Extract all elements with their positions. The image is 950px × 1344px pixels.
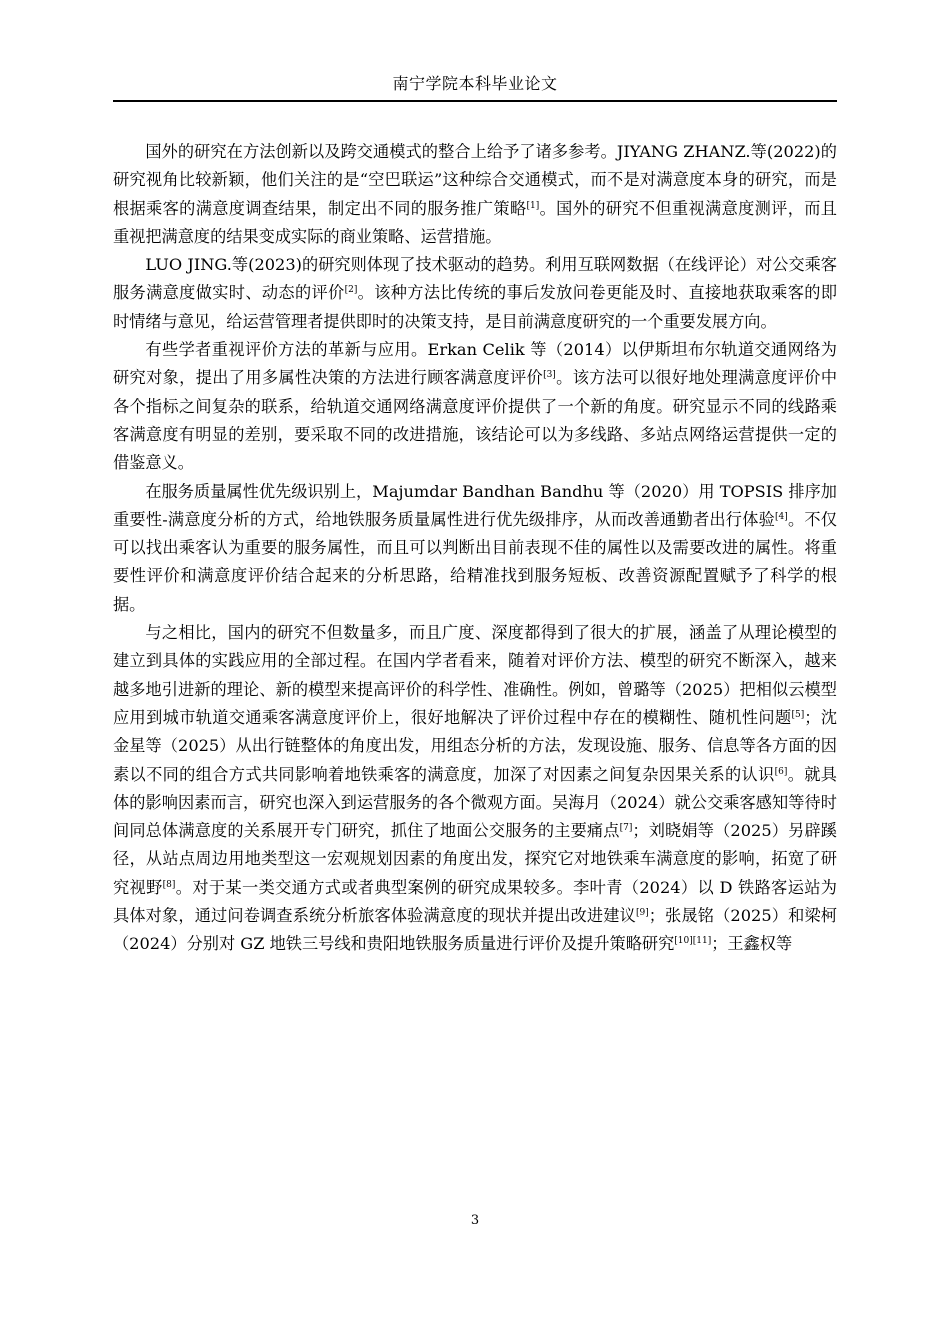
citation-marker: [2] <box>344 285 358 296</box>
citation-marker: [5] <box>791 709 805 720</box>
body-text <box>113 138 837 959</box>
citation-marker: [9] <box>635 908 649 919</box>
citation-marker: [8] <box>162 879 176 890</box>
citation-marker: [6] <box>774 766 788 777</box>
citation-marker: [4] <box>775 511 788 522</box>
paragraph-1: 国外的研究在方法创新以及跨交通模式的整合上给予了诸多参考。JIYANG ZHANZ.等(2022)的研究视角比较新颖，他们关注的是“空巴联运”这种综合交通模式，而不是对满意度本身的研究，而是根据乘客的满意度调查结果，制定出不同的服务推广策略[1]。国外的研究不但重视满意度测评，而且重视把满意度的结果变成实际的商业策略、运营措施。 <box>113 142 837 246</box>
citation-marker: [3] <box>543 370 556 381</box>
paragraph-2: LUO JING.等(2023)的研究则体现了技术驱动的趋势。利用互联网数据（在线评论）对公交乘客服务满意度做实时、动态的评价[2]。该种方法比传统的事后发放问卷更能及时、直接地获取乘客的即时情绪与意见，给运营管理者提供即时的决策支持，是目前满意度研究的一个重要发展方向。 <box>113 255 838 331</box>
citation-marker: [7] <box>619 823 633 834</box>
page-header-title: 南宁学院本科毕业论文 <box>392 74 558 93</box>
paragraph-3: 有些学者重视评价方法的革新与应用。Erkan Celik 等（2014）以伊斯坦布尔轨道交通网络为研究对象，提出了用多属性决策的方法进行顾客满意度评价[3]。该方法可以很好地处理满意度评价中各个指标之间复杂的联系，给轨道交通网络满意度评价提供了一个新的角度。研究显示不同的线路乘客满意度有明显的差别，要采取不同的改进措施，该结论可以为多线路、多站点网络运营提供一定的借鉴意义。 <box>113 340 838 473</box>
page-number: 3 <box>470 1213 480 1228</box>
paragraph-5: 与之相比，国内的研究不但数量多，而且广度、深度都得到了很大的扩展，涵盖了从理论模型的建立到具体的实践应用的全部过程。在国内学者看来，随着对评价方法、模型的研究不断深入，越来越多地引进新的理论、新的模型来提高评价的科学性、准确性。例如，曾璐等（2025）把相似云模型应用到城市轨道交通乘客满意度评价上，很好地解决了评价过程中存在的模糊性、随机性问题[5]；沈金星等（2025）从出行链整体的角度出发，用组态分析的方法，发现设施、服务、信息等各方面的因素以不同的组合方式共同影响着地铁乘客的满意度，加深了对因素之间复杂因果关系的认识[6]。就具体的影响因素而言，研究也深入到运营服务的各个微观方面。吴海月（2024）就公交乘客感知等待时间同总体满意度的关系展开专门研究，抓住了地面公交服务的主要痛点[7]；刘晓娟等（2025）另辟蹊径，从站点周边用地类型这一宏观规划因素的角度出发，探究它对地铁乘车满意度的影响，拓宽了研究视野[8]。对于某一类交通方式或者典型案例的研究成果较多。李叶青（2024）以 D 铁路客运站为具体对象，通过问卷调查系统分析旅客体验满意度的现状并提出改进建议[9]；张晟铭（2025）和梁柯（2024）分别对 GZ 地铁三号线和贵阳地铁服务质量进行评价及提升策略研究[10][11]；王鑫权等 <box>113 623 838 954</box>
citation-marker: [10][11] <box>674 936 712 947</box>
header-divider <box>113 100 837 102</box>
citation-marker: [1] <box>526 200 540 211</box>
paragraph-4: 在服务质量属性优先级识别上，Majumdar Bandhan Bandhu 等（2020）用 TOPSIS 排序加重要性-满意度分析的方式，给地铁服务质量属性进行优先级排序，从而改善通勤者出行体验[4]。不仅可以找出乘客认为重要的服务属性，而且可以判断出目前表现不佳的属性以及需要改进的属性。将重要性评价和满意度评价结合起来的分析思路，给精准找到服务短板、改善资源配置赋予了科学的根据。 <box>113 481 838 614</box>
